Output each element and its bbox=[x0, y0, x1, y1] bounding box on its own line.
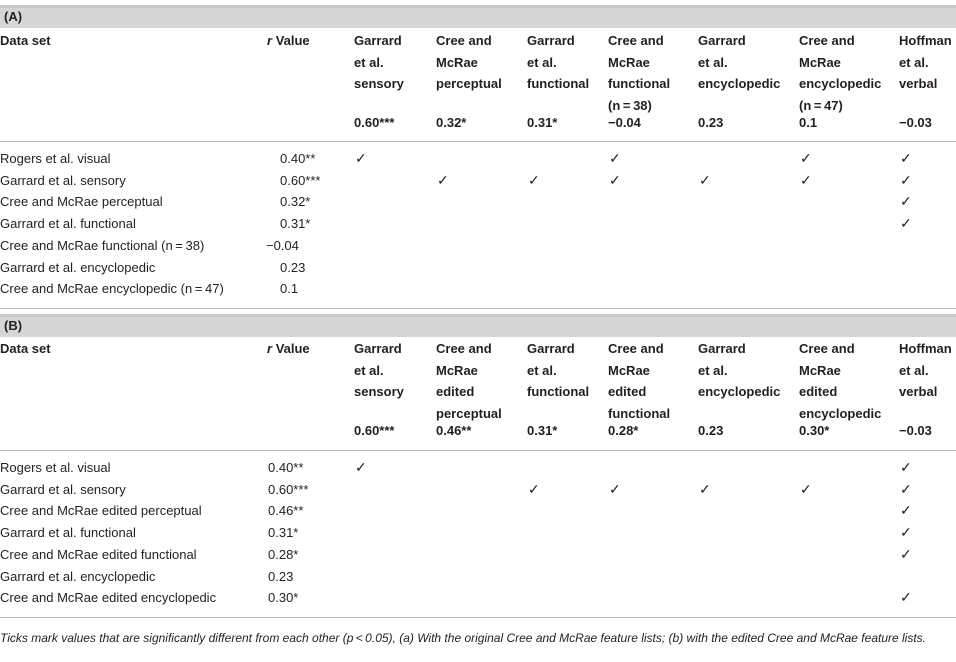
table-a-header-rvalue bbox=[267, 30, 310, 51]
table-b-column-header bbox=[527, 338, 589, 403]
table-b-column-header bbox=[436, 338, 502, 424]
table-a-row-name: Cree and McRae encyclopedic (n = 47) bbox=[0, 281, 224, 297]
table-b-row-name: Garrard et al. functional bbox=[0, 525, 136, 541]
table-b-row-name: Cree and McRae edited perceptual bbox=[0, 503, 202, 519]
table-a-column-value: 0.60*** bbox=[354, 115, 395, 130]
table-a-column-header-line: Cree and bbox=[608, 33, 664, 48]
table-b-column-header-line: verbal bbox=[899, 384, 938, 399]
table-a-column-header-line: sensory bbox=[354, 76, 404, 91]
table-a-tick-mark: ✓ bbox=[800, 150, 812, 166]
table-b-tick-mark: ✓ bbox=[800, 480, 812, 497]
table-a-column-header-line: Cree and bbox=[436, 33, 492, 48]
table-a-tick-mark: ✓ bbox=[609, 150, 621, 166]
table-footnote: Ticks mark values that are significantly different from each other (p < 0.05), (a) With the original Cree and McRae feature lists; (b) with the edited Cree and McRae feature lists. bbox=[0, 631, 926, 645]
table-a-column-header-line: (n = 47) bbox=[799, 97, 843, 113]
table-b-header-dataset: Data set bbox=[0, 341, 51, 356]
table-b-tick-mark: ✓ bbox=[900, 589, 912, 606]
table-b-column-header bbox=[799, 338, 881, 424]
table-b-row-name: Garrard et al. encyclopedic bbox=[0, 568, 156, 584]
table-a-row-name: Rogers et al. visual bbox=[0, 151, 111, 166]
table-b-header-rvalue bbox=[267, 338, 310, 359]
table-b-column-header-line: Garrard bbox=[698, 341, 746, 356]
table-a-column-header-line: et al. bbox=[899, 54, 929, 70]
table-a-tick-mark: ✓ bbox=[900, 215, 912, 232]
table-b-tick-mark: ✓ bbox=[900, 502, 912, 519]
table-b-column-header-line: functional bbox=[527, 384, 590, 399]
table-b-column-value: 0.28* bbox=[608, 423, 639, 438]
table-a-row-name: Garrard et al. encyclopedic bbox=[0, 259, 156, 275]
table-b-column-value: 0.60*** bbox=[354, 423, 395, 438]
table-a-column-header-line: Garrard bbox=[698, 33, 746, 48]
table-a-row-name: Cree and McRae functional (n = 38) bbox=[0, 237, 205, 253]
table-b-row-rvalue: 0.23 bbox=[268, 568, 294, 584]
table-a-column-value: −0.03 bbox=[899, 115, 932, 130]
table-b-column-value: 0.30* bbox=[799, 423, 830, 438]
table-a-tick-mark: ✓ bbox=[800, 171, 812, 188]
table-a-column-header-line: encyclopedic bbox=[698, 76, 781, 91]
table-a-header-r: r bbox=[267, 33, 273, 48]
table-a-column-header-line: et al. bbox=[527, 54, 557, 70]
table-a-column-header-line: functional bbox=[608, 76, 671, 91]
table-a-column-header bbox=[799, 30, 881, 116]
table-a-row-name: Garrard et al. sensory bbox=[0, 172, 126, 188]
table-a-row-rvalue: 0.1 bbox=[280, 281, 299, 297]
table-a-tick-mark: ✓ bbox=[699, 171, 711, 188]
table-b-column-header-line: Cree and bbox=[608, 341, 664, 356]
table-a-column-value: 0.31* bbox=[527, 115, 558, 130]
table-b-row-name: Cree and McRae edited encyclopedic bbox=[0, 590, 217, 606]
table-b-row-rvalue: 0.31* bbox=[268, 525, 299, 541]
table-a-column-header-line: et al. bbox=[698, 54, 728, 70]
table-a-row-rvalue: 0.40** bbox=[280, 151, 316, 166]
table-b-column-header-line: sensory bbox=[354, 384, 404, 399]
table-a-tick-mark: ✓ bbox=[528, 171, 540, 188]
table-a-column-header-line: perceptual bbox=[436, 76, 502, 91]
table-b-bottom-rule bbox=[0, 617, 956, 618]
table-b-row-name: Cree and McRae edited functional bbox=[0, 546, 197, 562]
table-b-column-header-line: McRae bbox=[799, 362, 841, 378]
table-a-column-header-line: Hoffman bbox=[899, 33, 952, 48]
table-b-row-rvalue: 0.60*** bbox=[268, 481, 309, 497]
table-a-label: (A) bbox=[4, 9, 23, 24]
table-a-column-header-line: McRae bbox=[799, 54, 841, 70]
table-b-column-header-line: functional bbox=[608, 405, 671, 421]
table-b-row-rvalue: 0.28* bbox=[268, 546, 299, 562]
table-a-column-header bbox=[698, 30, 780, 95]
table-b-column-header-line: McRae bbox=[436, 362, 478, 378]
table-a-column-value: 0.1 bbox=[799, 115, 818, 130]
table-a-tick-mark: ✓ bbox=[355, 150, 367, 166]
table-a-column-header-line: McRae bbox=[608, 54, 650, 70]
table-b-column-value: 0.31* bbox=[527, 423, 558, 438]
table-b-column-header-line: Garrard bbox=[527, 341, 575, 356]
table-a-row-name: Garrard et al. functional bbox=[0, 216, 136, 232]
table-b-column-header-line: edited bbox=[436, 384, 475, 399]
table-b-header-rule bbox=[0, 450, 956, 451]
table-a-row-rvalue: 0.23 bbox=[280, 259, 306, 275]
table-b-column-value: −0.03 bbox=[899, 423, 932, 438]
table-b-column-header-line: edited bbox=[799, 384, 838, 399]
table-b-row-rvalue: 0.40** bbox=[268, 460, 304, 475]
table-b-label: (B) bbox=[4, 318, 23, 333]
table-b-column-header-line: Hoffman bbox=[899, 341, 952, 356]
table-b-column-header-line: et al. bbox=[899, 362, 929, 378]
table-b-column-header-line: Cree and bbox=[436, 341, 492, 356]
table-a-bottom-rule bbox=[0, 308, 956, 309]
table-a-row-rvalue: −0.04 bbox=[266, 237, 299, 253]
table-b-column-header-line: et al. bbox=[527, 362, 557, 378]
table-b-column-value: 0.23 bbox=[698, 423, 724, 438]
table-b-banner bbox=[0, 317, 956, 337]
table-b-column-header-line: et al. bbox=[698, 362, 728, 378]
table-b-column-header bbox=[354, 338, 404, 403]
table-b-column-header-line: encyclopedic bbox=[698, 384, 781, 399]
table-a-column-header-line: Garrard bbox=[354, 33, 402, 48]
table-a-row-rvalue: 0.60*** bbox=[280, 172, 321, 188]
table-a-tick-mark: ✓ bbox=[437, 171, 449, 188]
table-a-column-header-line: et al. bbox=[354, 54, 384, 70]
table-a-column-header-line: functional bbox=[527, 76, 590, 91]
table-b-row-name: Garrard et al. sensory bbox=[0, 481, 126, 497]
table-b-tick-mark: ✓ bbox=[900, 524, 912, 541]
table-b-header-value: Value bbox=[275, 341, 310, 356]
table-b-row-rvalue: 0.46** bbox=[268, 503, 304, 519]
table-a-column-header-line: Cree and bbox=[799, 33, 855, 48]
table-b-row-name: Rogers et al. visual bbox=[0, 460, 111, 475]
table-a-column-header bbox=[354, 30, 404, 95]
table-a-column-header-line: encyclopedic bbox=[799, 76, 882, 91]
table-a-header-dataset: Data set bbox=[0, 33, 51, 48]
table-a-column-header bbox=[608, 30, 670, 116]
table-b-column-header-line: et al. bbox=[354, 362, 384, 378]
table-b-column-header-line: Cree and bbox=[799, 341, 855, 356]
table-a-column-header bbox=[527, 30, 589, 95]
table-b-column-header bbox=[899, 338, 952, 403]
table-b-tick-mark: ✓ bbox=[900, 545, 912, 562]
table-a-column-value: −0.04 bbox=[608, 115, 641, 130]
table-a-row-name: Cree and McRae perceptual bbox=[0, 194, 163, 210]
table-a-column-header-line: McRae bbox=[436, 54, 478, 70]
table-a-column-header bbox=[436, 30, 502, 95]
table-b-tick-mark: ✓ bbox=[900, 459, 912, 475]
table-b-tick-mark: ✓ bbox=[900, 480, 912, 497]
table-a-column-header-line: verbal bbox=[899, 76, 938, 91]
table-b-column-header-line: edited bbox=[608, 384, 647, 399]
table-a-tick-mark: ✓ bbox=[900, 193, 912, 210]
table-b-column-header-line: Garrard bbox=[354, 341, 402, 356]
table-a-tick-mark: ✓ bbox=[900, 150, 912, 166]
table-a-banner bbox=[0, 8, 956, 28]
table-a-column-header-line: (n = 38) bbox=[608, 97, 652, 113]
table-a-header-rule bbox=[0, 141, 956, 142]
table-b-header-r: r bbox=[267, 341, 273, 356]
table-a-column-header bbox=[899, 30, 952, 95]
table-b-column-header bbox=[698, 338, 780, 403]
table-a-column-value: 0.23 bbox=[698, 115, 724, 130]
table-b-column-value: 0.46** bbox=[436, 423, 472, 438]
table-b-row-rvalue: 0.30* bbox=[268, 590, 299, 606]
table-a-row-rvalue: 0.31* bbox=[280, 216, 311, 232]
table-b-tick-mark: ✓ bbox=[528, 480, 540, 497]
table-b-column-header bbox=[608, 338, 670, 424]
table-b-column-header-line: perceptual bbox=[436, 405, 502, 421]
table-a-header-value: Value bbox=[275, 33, 310, 48]
table-a-column-header-line: Garrard bbox=[527, 33, 575, 48]
table-b-column-header-line: McRae bbox=[608, 362, 650, 378]
table-b-tick-mark: ✓ bbox=[699, 480, 711, 497]
table-b-tick-mark: ✓ bbox=[355, 459, 367, 475]
table-b-tick-mark: ✓ bbox=[609, 480, 621, 497]
table-a-tick-mark: ✓ bbox=[609, 171, 621, 188]
table-a-tick-mark: ✓ bbox=[900, 171, 912, 188]
table-a-column-value: 0.32* bbox=[436, 115, 467, 130]
table-a-row-rvalue: 0.32* bbox=[280, 194, 311, 210]
table-b-column-header-line: encyclopedic bbox=[799, 405, 882, 421]
